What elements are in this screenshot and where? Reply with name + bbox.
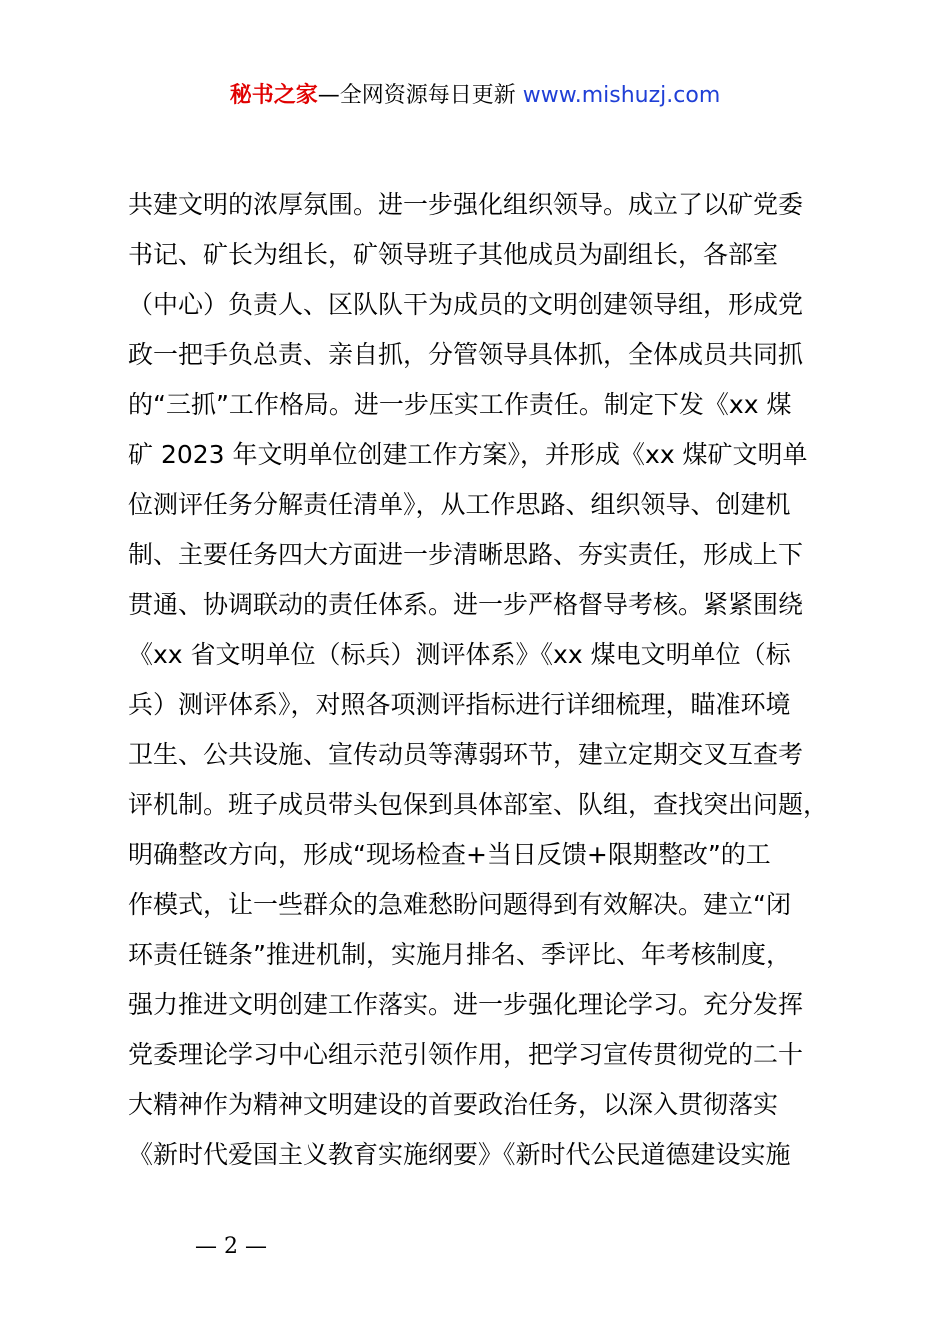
body-line: 政一把手负总责、亲自抓，分管领导具体抓，全体成员共同抓 [128, 340, 804, 369]
body-line: 《新时代爱国主义教育实施纲要》《新时代公民道德建设实施 [128, 1140, 791, 1169]
body-line: 共建文明的浓厚氛围。进一步强化组织领导。成立了以矿党委 [128, 190, 804, 219]
body-line: 兵）测评体系》，对照各项测评指标进行详细梳理，瞄准环境 [128, 690, 791, 719]
body-line: 作模式，让一些群众的急难愁盼问题得到有效解决。建立“闭 [128, 890, 791, 919]
page-header [0, 80, 950, 112]
body-line: （中心）负责人、区队队干为成员的文明创建领导组，形成党 [128, 290, 804, 319]
body-line: 制、主要任务四大方面进一步清晰思路、夯实责任，形成上下 [128, 540, 804, 569]
body-line: 党委理论学习中心组示范引领作用，把学习宣传贯彻党的二十 [128, 1040, 804, 1069]
body-line: 位测评任务分解责任清单》，从工作思路、组织领导、创建机 [128, 490, 791, 519]
page-number: — 2 — [195, 1234, 267, 1259]
header-tagline: —全网资源每日更新 [317, 83, 516, 108]
body-line: 卫生、公共设施、宣传动员等薄弱环节，建立定期交叉互查考 [128, 740, 804, 769]
body-line: 贯通、协调联动的责任体系。进一步严格督导考核。紧紧围绕 [128, 590, 804, 619]
body-line: 明确整改方向，形成“现场检查+当日反馈+限期整改”的工 [128, 840, 771, 869]
body-line: 的“三抓”工作格局。进一步压实工作责任。制定下发《xx 煤 [128, 390, 792, 419]
body-line: 强力推进文明创建工作落实。进一步强化理论学习。充分发挥 [128, 990, 804, 1019]
body-line: 环责任链条”推进机制，实施月排名、季评比、年考核制度， [128, 940, 791, 969]
body-line: 书记、矿长为组长，矿领导班子其他成员为副组长，各部室 [128, 240, 779, 269]
brand-name: 秘书之家 [229, 83, 318, 108]
body-line: 大精神作为精神文明建设的首要政治任务，以深入贯彻落实 [128, 1090, 779, 1119]
body-line: 矿 2023 年文明单位创建工作方案》，并形成《xx 煤矿文明单 [128, 440, 808, 469]
site-url[interactable]: www.mishuzj.com [522, 83, 721, 108]
document-body [128, 180, 848, 1180]
body-line: 评机制。班子成员带头包保到具体部室、队组，查找突出问题， [128, 790, 829, 819]
body-line: 《xx 省文明单位（标兵）测评体系》《xx 煤电文明单位（标 [128, 640, 791, 669]
